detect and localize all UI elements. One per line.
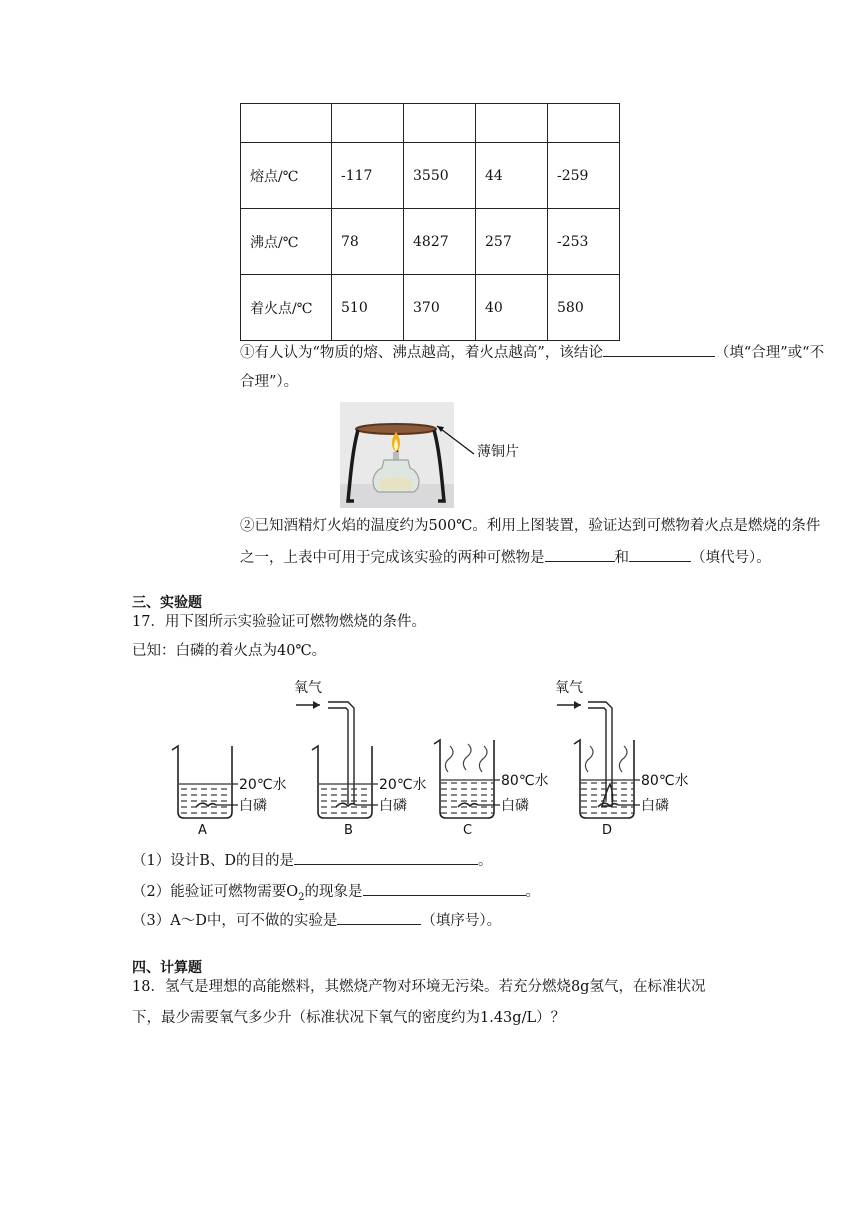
q18-line1: 18．氢气是理想的高能燃料，其燃烧产物对环境无污染。若充分燃烧8g氢气，在标准状况 xyxy=(132,979,706,995)
table-cell: 44 xyxy=(476,143,548,209)
table-cell: 3550 xyxy=(404,143,476,209)
q17-sub3-text: （3）A～D中，可不做的实验是 xyxy=(132,913,338,929)
beaker-b xyxy=(294,680,427,838)
steam-icon xyxy=(619,746,627,772)
subscript: 2 xyxy=(298,891,305,903)
q17-sub3-hint: （填序号）。 xyxy=(421,913,502,929)
table-cell: 370 xyxy=(404,275,476,341)
q16-part2-line1: ②已知酒精灯火焰的温度约为500℃。利用上图装置，验证达到可燃物着火点是燃烧的条件 xyxy=(240,518,821,534)
table-row xyxy=(241,209,620,275)
table-cell: 78 xyxy=(332,209,404,275)
beaker-label: D xyxy=(602,823,613,838)
water-label: 20℃水 xyxy=(379,777,427,793)
phosphorus-label: 白磷 xyxy=(501,798,529,814)
beaker-c xyxy=(434,740,549,838)
q17-sub2-text2: 的现象是 xyxy=(304,884,363,900)
table-cell: 580 xyxy=(548,275,620,341)
section-heading: 三、实验题 xyxy=(132,595,202,611)
table-cell: 40 xyxy=(476,275,548,341)
row-label: 沸点/℃ xyxy=(241,209,332,275)
q17-sub2-text: （2）能验证可燃物需要O xyxy=(132,884,299,900)
table-header-cell xyxy=(332,104,404,143)
steam-icon xyxy=(463,744,471,770)
table-cell: -259 xyxy=(548,143,620,209)
beaker-d xyxy=(555,680,689,838)
beaker-label: A xyxy=(198,823,207,838)
answer-blank[interactable] xyxy=(629,546,691,562)
q17-intro: 17．用下图所示实验验证可燃物燃烧的条件。 xyxy=(132,614,426,630)
water-label: 80℃水 xyxy=(501,773,549,789)
properties-table xyxy=(240,103,620,341)
lamp-wick-holder xyxy=(393,452,399,460)
table-header-row xyxy=(241,104,620,143)
arrow-icon xyxy=(574,701,581,709)
water-label: 20℃水 xyxy=(239,777,287,793)
q17-sub3 xyxy=(132,909,501,932)
alcohol-lamp-figure xyxy=(340,402,530,510)
table-row xyxy=(241,275,620,341)
table-header-cell xyxy=(476,104,548,143)
row-label: 熔点/℃ xyxy=(241,143,332,209)
answer-blank[interactable] xyxy=(363,880,526,896)
q18-line2: 下，最少需要氧气多少升（标准状况下氧气的密度约为1.43g/L）？ xyxy=(132,1010,566,1026)
lamp-liquid xyxy=(380,477,412,490)
answer-blank[interactable] xyxy=(545,546,615,562)
beaker-a xyxy=(172,746,287,838)
q17-sub2 xyxy=(132,880,540,909)
table-cell: 510 xyxy=(332,275,404,341)
phosphorus-label: 白磷 xyxy=(239,798,267,814)
section-heading: 四、计算题 xyxy=(132,960,202,976)
table-header-cell xyxy=(404,104,476,143)
q16-part1-text: ①有人认为“物质的熔、沸点越高，着火点越高”，该结论 xyxy=(240,345,603,361)
q16-part1-line2: 合理”）。 xyxy=(240,374,299,390)
water-label: 80℃水 xyxy=(641,773,689,789)
table-header-cell xyxy=(241,104,332,143)
q17-sub1-end: 。 xyxy=(478,853,493,869)
table-cell: -117 xyxy=(332,143,404,209)
q17-sub1-text: （1）设计B、D的目的是 xyxy=(132,853,295,869)
q17-sub2-end: 。 xyxy=(525,884,540,900)
phosphorus-label: 白磷 xyxy=(641,798,669,814)
oxygen-label: 氧气 xyxy=(555,680,583,696)
q16-part2-line2 xyxy=(240,546,771,569)
q16-part1-line1 xyxy=(240,341,824,364)
q16-part2-text: 之一，上表中可用于完成该实验的两种可燃物是 xyxy=(240,550,545,566)
answer-blank[interactable] xyxy=(603,341,715,357)
copper-sheet-label: 薄铜片 xyxy=(477,444,519,460)
oxygen-label: 氧气 xyxy=(294,680,322,696)
table-row xyxy=(241,143,620,209)
beaker-label: C xyxy=(463,823,473,838)
steam-icon xyxy=(585,746,593,772)
q16-part2-hint: （填代号）。 xyxy=(691,550,771,566)
q17-known: 已知：白磷的着火点为40℃。 xyxy=(132,643,327,659)
answer-blank[interactable] xyxy=(337,909,421,925)
row-label: 着火点/℃ xyxy=(241,275,332,341)
table-cell: 257 xyxy=(476,209,548,275)
q16-part2-and: 和 xyxy=(614,550,629,566)
answer-blank[interactable] xyxy=(294,849,478,865)
phosphorus-label: 白磷 xyxy=(379,798,407,814)
table-header-cell xyxy=(548,104,620,143)
table-cell: -253 xyxy=(548,209,620,275)
table-cell: 4827 xyxy=(404,209,476,275)
beaker-experiment-figure xyxy=(160,672,700,842)
q17-sub1 xyxy=(132,849,493,872)
steam-icon xyxy=(479,746,487,772)
arrow-icon xyxy=(313,701,320,709)
beaker-label: B xyxy=(344,823,353,838)
q16-part1-hint: （填“合理”或“不 xyxy=(714,345,825,361)
steam-icon xyxy=(445,746,453,772)
